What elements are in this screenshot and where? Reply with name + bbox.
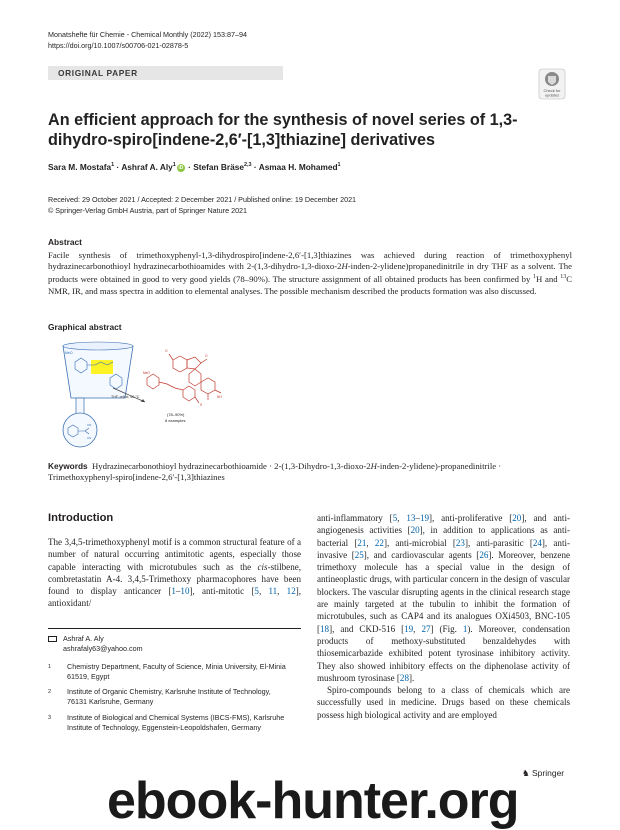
yield-range: (78–90%) xyxy=(167,412,185,417)
keywords-italic: H xyxy=(370,461,377,471)
keywords-text: -inden-2-ylidene)-propanedinitrile · Trimethoxyphenyl-spiro[indene-2,6′-[1,3]thiazines xyxy=(48,461,502,483)
affiliation-text: Chemistry Department, Faculty of Science, Minia University, El-Minia 61519, Egypt xyxy=(67,662,286,682)
example-count: 8 examples xyxy=(165,418,186,423)
history-dates: Received: 29 October 2021 / Accepted: 2 December 2021 / Published online: 19 December 2021 xyxy=(48,195,357,204)
affiliation-text: Institute of Biological and Chemical Systems (IBCS-FMS), Karlsruhe Institute of Technology, Eggenstein-Leopoldshafen, Germany xyxy=(67,713,285,733)
svg-text:MeO: MeO xyxy=(143,371,150,375)
author-affil: 1 xyxy=(172,162,176,169)
corresponding-email[interactable]: ashrafaly63@yahoo.com xyxy=(63,644,143,654)
author-affil: 2,3 xyxy=(243,162,252,169)
orcid-icon[interactable]: iD xyxy=(178,164,184,171)
svg-text:O: O xyxy=(205,354,208,358)
svg-text:O: O xyxy=(165,349,168,353)
affiliation-text: Institute of Organic Chemistry, Karlsruhe Institute of Technology, 76131 Karlsruhe, Germany xyxy=(67,687,271,707)
keywords xyxy=(48,461,570,483)
intro-right-paragraph-2: Spiro-compounds belong to a class of chemicals which are successfully used in medicine. Drugs based on these chemicals possess high biological activity and are employed xyxy=(317,685,570,720)
check-updates-line2: updates xyxy=(544,92,560,98)
springer-horse-icon: ♞ xyxy=(522,768,530,778)
intro-right-paragraph: anti-inflammatory [5, 13–19], anti-proliferative [20], and anti-angiogenesis activities [20], in addition to applications as anti-bacterial [21, 22], anti-microbial [23], anti-parasitic [24], anti-invasive [25], and cardiovascular agents [26]. Moreover, benzene trimethoxy molecule has a special value in the design of antineoplastic drugs, with particular concern in the design of vascular blockers. The vascular disrupting agents in the clinical research stage are mainly targeted at the tubulin to inhibit the formation of microtubules, such as CAP4 and its analogues OXi4503, BNC-105 [18], and CKD-516 [19, 27] (Fig. 1). Moreover, condensation products of methoxy-substituted benzaldehydes with thiosemicarbazide exhibited potent tyrosinase inhibitory activity. They also showed inhibitory effects on the diphenolase activity of mushroom tyrosinase [28]. xyxy=(317,513,570,683)
copyright: © Springer-Verlag GmbH Austria, part of Springer Nature 2021 xyxy=(48,205,248,215)
paper-title: An efficient approach for the synthesis of novel series of 1,3-dihydro-spiro[indene-2,6′-[1,3]thiazine] derivatives xyxy=(48,111,518,149)
envelope-icon xyxy=(48,636,57,642)
abstract-italic: H xyxy=(341,261,348,272)
journal-citation: Monatshefte für Chemie - Chemical Monthly (2022) 153:87–94 xyxy=(48,30,247,39)
abstract-part: C NMR, IR, and mass spectra in addition to elemental analyses. The possible mechanism described the products formation was also discussed. xyxy=(48,274,572,296)
svg-text:S: S xyxy=(200,403,203,407)
paper-type-banner: ORIGINAL PAPER xyxy=(48,66,283,80)
author-affil: 1 xyxy=(111,162,115,169)
journal-info xyxy=(48,30,247,51)
author-list: Sara M. Mostafa$^1$ · Ashraf A. Aly$^1$ iD · Stefan Bräse$^{2,3}$ · Asmaa H. Mohamed$^1$ xyxy=(48,162,341,172)
check-for-updates-badge[interactable] xyxy=(538,68,566,100)
svg-text:NH: NH xyxy=(217,395,222,399)
svg-text:CN: CN xyxy=(87,423,92,427)
abstract-text xyxy=(48,250,572,297)
abstract-sup: 1 xyxy=(533,274,537,281)
corresponding-author: Ashraf A. Aly xyxy=(63,634,104,643)
svg-text:CN: CN xyxy=(87,436,92,440)
svg-text:MeO: MeO xyxy=(65,351,73,355)
footnote-divider xyxy=(48,628,301,629)
intro-left-column: The 3,4,5-trimethoxyphenyl motif is a common structural feature of a number of natural occurring antimitotic agents, especially those capable interacting with microtubules such as the cis-stilbene, combretastatin A-4. 3,4,5-Trimethoxy pharmacophores have been found to display anticancer [1–10], anti-mitotic [5, 11, 12], antioxidant/ xyxy=(48,537,301,609)
author-name[interactable]: Ashraf A. Aly xyxy=(121,162,173,172)
author-name[interactable]: Stefan Bräse xyxy=(193,162,244,172)
affiliation-number: 3 xyxy=(48,715,52,721)
abstract-part: -inden-2-ylidene)propanedinitrile in dry THF as a solvent. The products were obtained in good to very good yields (78–90%). The structure assignment of all obtained products has been confirmed by xyxy=(48,261,572,285)
reaction-condition: THF, reflux, 60 °C xyxy=(111,395,140,399)
intro-right-column xyxy=(317,512,570,721)
correspondence xyxy=(48,634,143,654)
author-name[interactable]: Asmaa H. Mohamed xyxy=(258,162,338,172)
affiliation-number: 2 xyxy=(48,689,52,695)
affiliation-number: 1 xyxy=(48,664,52,670)
keywords-text: Hydrazinecarbonothioyl hydrazinecarbothioamide · 2-(1,3-Dihydro-1,3-dioxo-2 xyxy=(92,461,371,471)
keywords-label: Keywords xyxy=(48,461,88,471)
abstract-sup: 13 xyxy=(560,274,567,281)
publisher-name: Springer xyxy=(532,768,565,778)
check-updates-line1: Check for xyxy=(543,88,561,93)
author-name[interactable]: Sara M. Mostafa xyxy=(48,162,112,172)
graphical-abstract-heading: Graphical abstract xyxy=(48,322,122,332)
graphical-abstract-figure xyxy=(55,340,255,455)
author-affil: 1 xyxy=(337,162,341,169)
abstract-part: Facile synthesis of trimethoxyphenyl-1,3-dihydrospiro[indene-2,6′-[1,3]thiazines was achieved during reaction of trimethoxyphenyl hydrazinecarbonothioyl hydrazinecarbothioamides with 2-(1,3-dihydro-1,3-dioxo-2 xyxy=(48,250,572,272)
publication-dates xyxy=(48,195,356,216)
doi-link[interactable]: https://doi.org/10.1007/s00706-021-02878-5 xyxy=(48,40,189,50)
introduction-heading: Introduction xyxy=(48,512,114,524)
watermark: ebook-hunter.org xyxy=(107,772,519,830)
abstract-heading: Abstract xyxy=(48,237,82,247)
abstract-part: H and xyxy=(536,274,561,285)
